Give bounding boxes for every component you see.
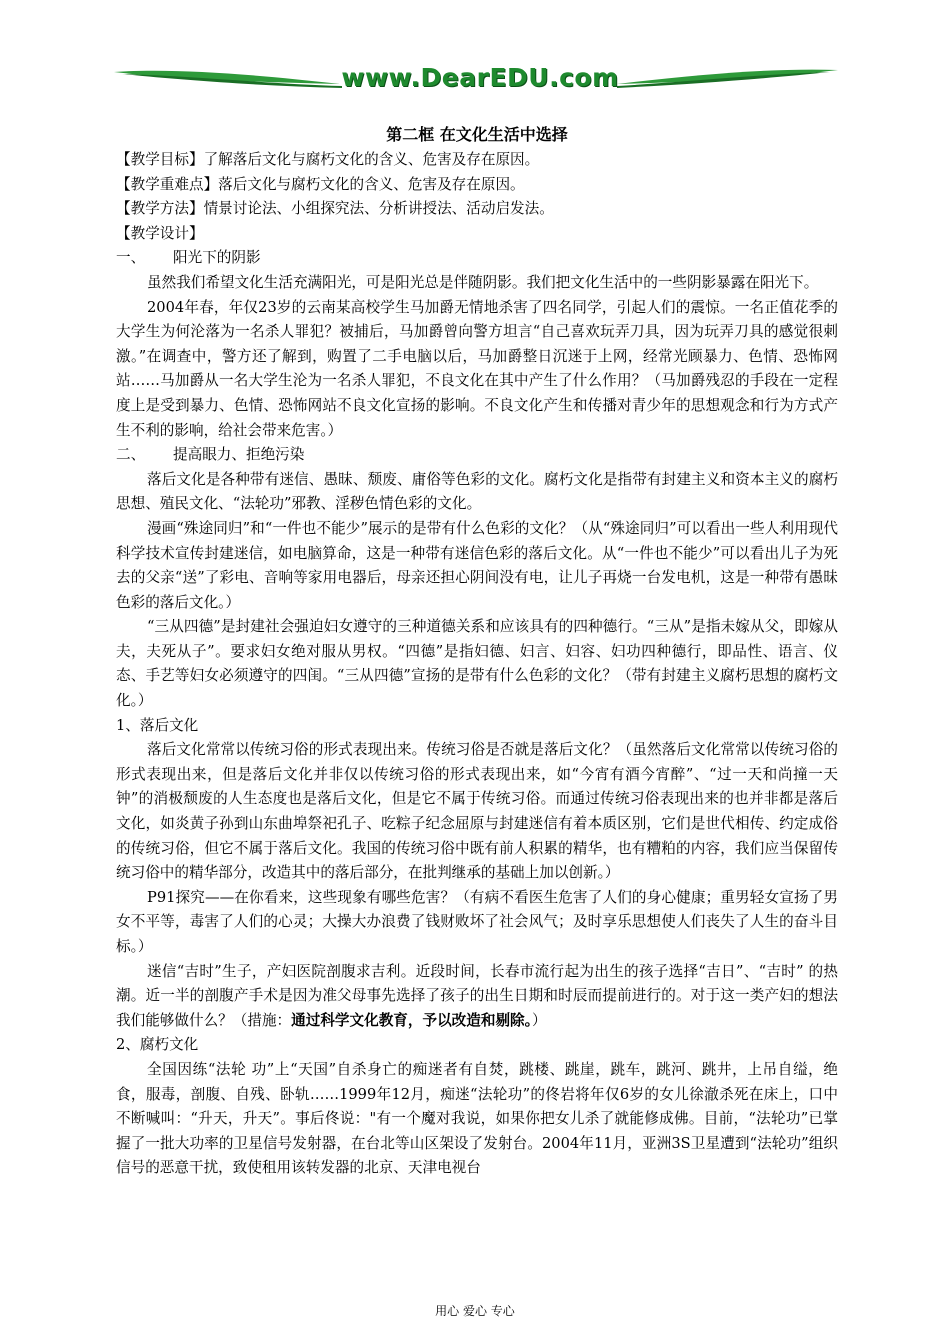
paragraph-text-end: ） bbox=[531, 1011, 547, 1029]
section-1-heading: 一、 阳光下的阴影 bbox=[116, 249, 261, 267]
page-title: 第二框 在文化生活中选择 bbox=[386, 125, 568, 144]
section-2-paragraph-1: 落后文化是各种带有迷信、愚昧、颓废、庸俗等色彩的文化。腐朽文化是指带有封建主义和资本主义的腐朽思想、殖民文化、“法轮功”邪教、淫秽色情色彩的文化。 bbox=[116, 470, 838, 513]
teaching-design-label: 【教学设计】 bbox=[116, 224, 204, 242]
teaching-objectives: 【教学目标】了解落后文化与腐朽文化的含义、危害及存在原因。 bbox=[116, 151, 540, 168]
subsection-2-paragraph-1: 全国因练“法轮 功”上“天国”自杀身亡的痴迷者有自焚，跳楼、跳崖，跳车，跳河、跳井，上吊自缢，绝食，服毒，剖腹、自残、卧轨……1999年12月，痴迷“法轮功”的佟岩将年仅6岁的女儿徐澈杀死在床上，口中不断喊叫：“升天，升天”。事后佟说："有一个魔对我说，如果你把女儿杀了就能修成佛。目前，“法轮功”已掌握了一批大功率的卫星信号发射器，在台北等山区架设了发射台。2004年11月，亚洲3S卫星遭到“法轮功”组织信号的恶意干扰，致使租用该转发器的北京、天津电视台 bbox=[116, 1060, 838, 1177]
subsection-1-paragraph-1: 落后文化常常以传统习俗的形式表现出来。传统习俗是否就是落后文化？（虽然落后文化常常以传统习俗的形式表现出来，但是落后文化并非仅以传统习俗的形式表现出来，如“今宵有酒今宵醉”、“过一天和尚撞一天钟”的消极颓废的人生态度也是落后文化，但是它不属于传统习俗。而通过传统习俗表现出来的也并非都是落后文化，如炎黄子孙到山东曲埠祭祀孔子、吃粽子纪念屈原与封建迷信有着本质区别，它们是世代相传、约定成俗的传统习俗，但它不属于落后文化。我国的传统习俗中既有前人积累的精华，也有糟粕的内容，我们应当保留传统习俗中的精华部分，改造其中的落后部分，在批判继承的基础上加以创新。） bbox=[116, 741, 838, 882]
paragraph-text: 迷信“吉时”生子，产妇医院剖腹求吉利。近段时间，长春市流行起为出生的孩子选择“吉日”、“吉时” 的热潮。近一半的剖腹产手术是因为准父母事先选择了孩子的出生日期和时辰而提前进行的。对于这一类产妇的想法我们能够做什么？（措施： bbox=[116, 962, 838, 1029]
section-2-paragraph-3: “三从四德”是封建社会强迫妇女遵守的三种道德关系和应该具有的四种德行。“三从”是指未嫁从父，即嫁从夫，夫死从子”。要求妇女绝对服从男权。“四德”是指妇德、妇言、妇容、妇功四种德行，即品性、语言、仪态、手艺等妇女必须遵守的四闺。“三从四德”宣扬的是带有什么色彩的文化？（带有封建主义腐朽思想的腐朽文化。） bbox=[116, 618, 838, 710]
document-body bbox=[116, 123, 838, 1181]
section-2-paragraph-2: 漫画“殊途同归”和“一件也不能少”展示的是带有什么色彩的文化？（从“殊途同归”可以看出一些人利用现代科学技术宣传封建迷信，如电脑算命，这是一种带有迷信色彩的落后文化。从“一件也不能少”可以看出儿子为死去的父亲“送”了彩电、音响等家用电器后，母亲还担心阴间没有电，让儿子再烧一台发电机，这是一种带有愚昧色彩的落后文化。） bbox=[116, 519, 838, 611]
site-logo[interactable]: www.DearEDU.com bbox=[341, 63, 619, 92]
section-2-heading: 二、 提高眼力、拒绝污染 bbox=[116, 446, 305, 464]
section-1-paragraph-2: 2004年春，年仅23岁的云南某高校学生马加爵无情地杀害了四名同学，引起人们的震惊。一名正值花季的大学生为何沦落为一名杀人罪犯？被捕后，马加爵曾向警方坦言“自己喜欢玩弄刀具，因为玩弄刀具的感觉很刺激。”在调查中，警方还了解到，购置了二手电脑以后，马加爵整日沉迷于上网，经常光顾暴力、色情、恐怖网站……马加爵从一名大学生沦为一名杀人罪犯，不良文化在其中产生了什么作用？（马加爵残忍的手段在一定程度上是受到暴力、色情、恐怖网站不良文化宣扬的影响。不良文化产生和传播对青少年的思想观念和行为方式产生不利的影响，给社会带来危害。） bbox=[116, 298, 838, 439]
page-footer: 用心 爱心 专心 bbox=[435, 1304, 515, 1318]
teaching-key-points: 【教学重难点】落后文化与腐朽文化的含义、危害及存在原因。 bbox=[116, 175, 525, 193]
subsection-1-paragraph-2: P91探究——在你看来，这些现象有哪些危害？（有病不看医生危害了人们的身心健康；重男轻女宣扬了男女不平等，毒害了人们的心灵；大操大办浪费了钱财败坏了社会风气；及时享乐思想使人们丧失了人生的奋斗目标。） bbox=[116, 888, 838, 955]
site-header bbox=[112, 62, 840, 94]
subsection-1-paragraph-3 bbox=[116, 960, 838, 1034]
subsection-1-heading: 1、落后文化 bbox=[116, 716, 199, 734]
subsection-2-heading: 2、腐朽文化 bbox=[116, 1036, 199, 1054]
teaching-methods: 【教学方法】情景讨论法、小组探究法、分析讲授法、活动启发法。 bbox=[116, 200, 554, 218]
bold-measure: 通过科学文化教育，予以改造和剔除。 bbox=[291, 1011, 532, 1029]
section-1-paragraph-1: 虽然我们希望文化生活充满阳光，可是阳光总是伴随阴影。我们把文化生活中的一些阴影暴露在阳光下。 bbox=[147, 273, 819, 291]
